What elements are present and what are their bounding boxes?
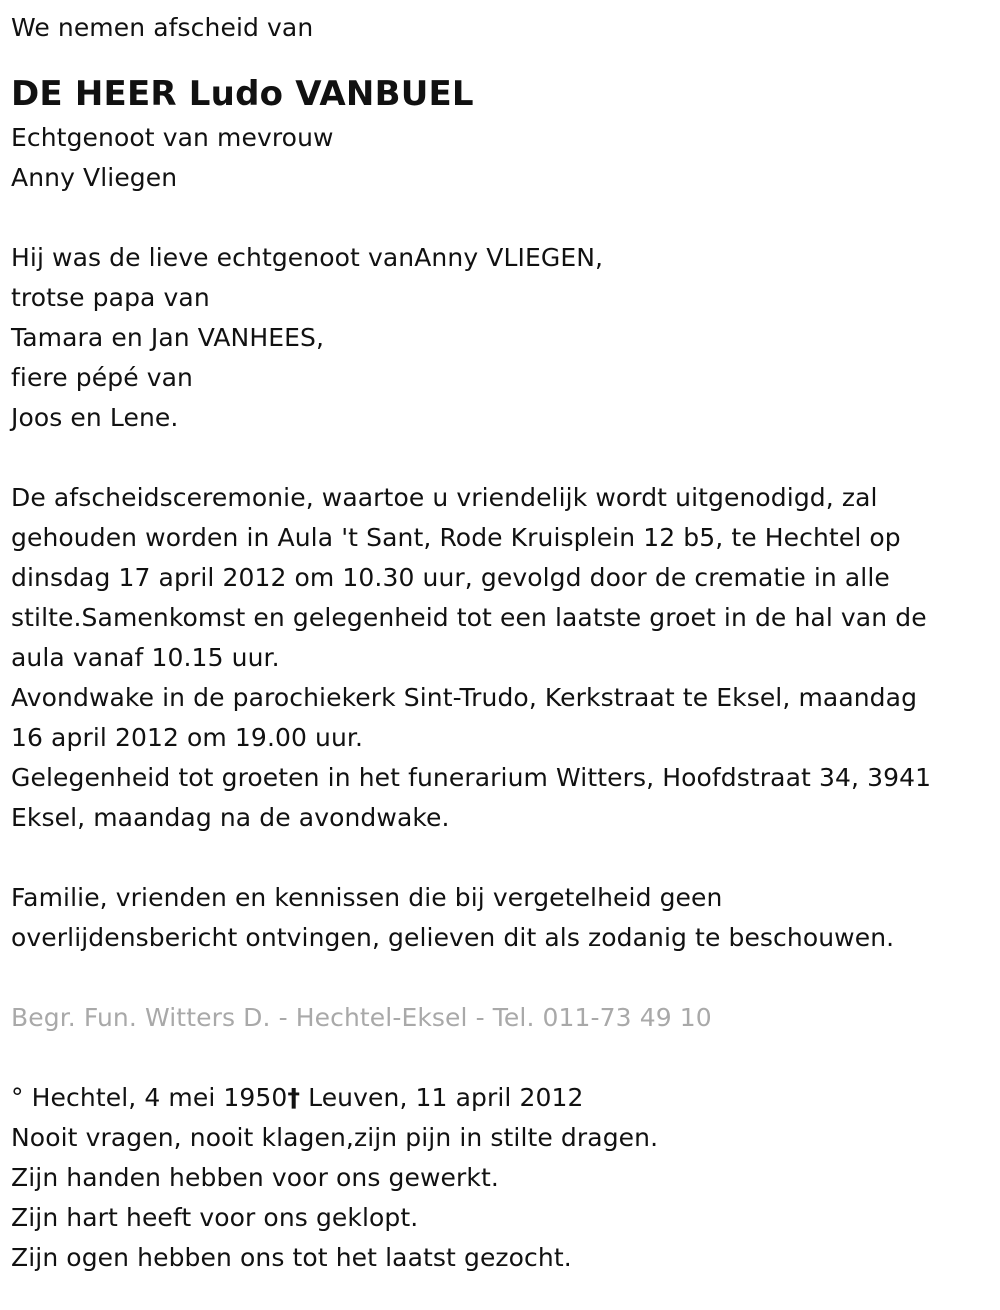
- ceremony-line: aula vanaf 10.15 uur.: [11, 643, 280, 672]
- family-line: Hij was de lieve echtgenoot vanAnny VLIEGEN,: [11, 243, 604, 272]
- spouse-line: Anny Vliegen: [11, 163, 178, 192]
- birth-death-dates: [11, 1078, 996, 1118]
- spouse-line: Echtgenoot van mevrouw: [11, 123, 334, 152]
- poem-line: Zijn hart heeft voor ons geklopt.: [11, 1203, 419, 1232]
- cross-icon: †: [287, 1083, 301, 1112]
- ceremony-line: stilte.Samenkomst en gelegenheid tot een laatste groet in de hal van de: [11, 603, 927, 632]
- ceremony-line: gehouden worden in Aula 't Sant, Rode Kruisplein 12 b5, te Hechtel op: [11, 523, 901, 552]
- poem-block: [11, 1118, 996, 1278]
- family-line: trotse papa van: [11, 283, 210, 312]
- notice-line: Familie, vrienden en kennissen die bij vergetelheid geen: [11, 883, 723, 912]
- poem-line: Zijn ogen hebben ons tot het laatst gezocht.: [11, 1243, 572, 1272]
- visitation-line: Eksel, maandag na de avondwake.: [11, 803, 450, 832]
- family-line: fiere pépé van: [11, 363, 193, 392]
- spacer: [11, 1038, 996, 1078]
- poem-line: Zijn handen hebben voor ons gewerkt.: [11, 1163, 499, 1192]
- spacer: [11, 958, 996, 998]
- spacer: [11, 198, 996, 238]
- funeral-home-contact: Begr. Fun. Witters D. - Hechtel-Eksel - Tel. 011-73 49 10: [11, 1003, 712, 1032]
- family-line: Joos en Lene.: [11, 403, 179, 432]
- family-block: [11, 238, 996, 438]
- notice-block: [11, 878, 996, 958]
- ceremony-line: dinsdag 17 april 2012 om 10.30 uur, gevolgd door de crematie in alle: [11, 563, 890, 592]
- family-line: Tamara en Jan VANHEES,: [11, 323, 325, 352]
- wake-line: 16 april 2012 om 19.00 uur.: [11, 723, 364, 752]
- ceremony-block: [11, 478, 996, 838]
- spacer: [11, 438, 996, 478]
- wake-line: Avondwake in de parochiekerk Sint-Trudo, Kerkstraat te Eksel, maandag: [11, 683, 918, 712]
- spouse-block: [11, 118, 996, 198]
- spacer: [11, 838, 996, 878]
- ceremony-line: De afscheidsceremonie, waartoe u vriendelijk wordt uitgenodigd, zal: [11, 483, 878, 512]
- obituary-document: [11, 8, 996, 1278]
- poem-line: Nooit vragen, nooit klagen,zijn pijn in stilte dragen.: [11, 1123, 659, 1152]
- birth-date: ° Hechtel, 4 mei 1950: [11, 1083, 288, 1112]
- visitation-line: Gelegenheid tot groeten in het funerarium Witters, Hoofdstraat 34, 3941: [11, 763, 932, 792]
- death-date: Leuven, 11 april 2012: [300, 1083, 584, 1112]
- notice-line: overlijdensbericht ontvingen, gelieven dit als zodanig te beschouwen.: [11, 923, 895, 952]
- intro-text: We nemen afscheid van: [11, 13, 314, 42]
- deceased-name: DE HEER Ludo VANBUEL: [11, 74, 474, 114]
